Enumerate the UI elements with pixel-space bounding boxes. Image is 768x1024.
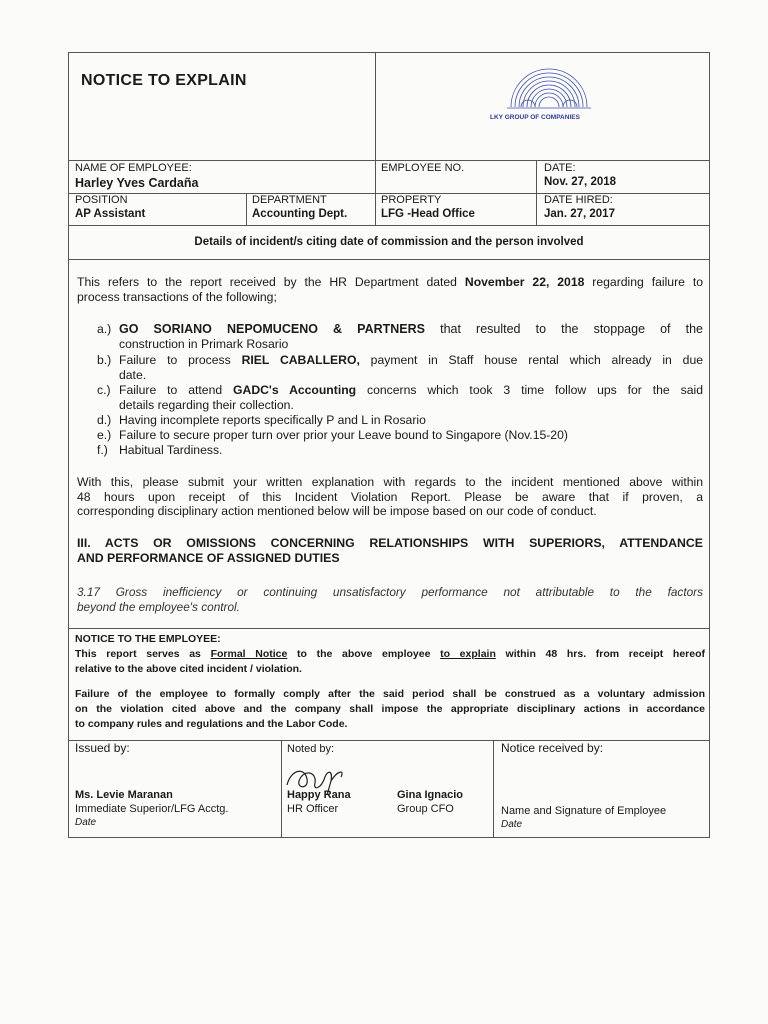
notice-heading: NOTICE TO THE EMPLOYEE: — [75, 633, 221, 645]
report-date: November 22, 2018 — [464, 275, 585, 289]
notice-form: NOTICE TO EXPLAIN LKY GROUP OF COMPANIES NAME OF EMPLOYEE: Harley Yves Cardaña EMPLOYEE NO. DATE: Nov. 27, 2018 POSITION AP Assistant DEPARTMENT Accounting Dept. PROPERTY LFG -Head Office DATE HIRED: Jan. 27, 2017 Details of incident/s citing date of commission and the person involved This refers to the report received by the HR Department dated November 22, 2018 regarding failure to process transactions of the following; a.) GO SORIANO NEPOMUCENO & PARTNERS that resulted to the stoppage of the construction in Primark Rosario b.) Failure to process RIEL CABALLERO, payment in Staff house rental which already in due date. c.) Failure to attend GADC's Accounting concerns which took 3 time follow ups for the said details regarding their collection. d.) Having incomplete reports specifically P and L in Rosario e.) Failure to secure proper turn over prior your Leave bound to Singapore (Nov.15-20) f.) Habitual Tardiness. With this, please submit your written explanation with regards to the incident mentioned above within 48 hours upon receipt of this Incident Violation Report. Please be aware that if proven, a corresponding disciplinary action mentioned below will be impose based on our code of conduct. III. ACTS OR OMISSIONS CONCERNING RELATIONSHIPS WITH SUPERIORS, ATTENDANCE AND PERFORMANCE OF ASSIGNED DUTIES 3.17 Gross inefficiency or continuing unsatisfactory performance not attributable to the factors beyond the employee's control. NOTICE TO THE EMPLOYEE: This report serves as Formal Notice to the above employee to explain within 48 hrs. from receipt hereof relative to the above cited incident / violation. Failure of the employee to formally comply after the said period shall be construed as a voluntary admission on the violation cited above and the company shall impose the appropriate disciplinary actions in accordance to company rules and regulations and the Labor Code. Issued by: Ms. Levie Maranan Immediate Superior/LFG Acctg. Date Noted by: Happy Rana HR Officer Gina Ignacio Group CFO Notice received by: Name and Signature of Employee Date — [68, 52, 710, 838]
property-label: PROPERTY — [381, 194, 442, 206]
noted-by-label: Noted by: — [287, 743, 335, 755]
item-highlight: RIEL CABALLERO, — [241, 353, 360, 367]
intro-text: This refers to the report received by the HR Department dated — [77, 275, 465, 289]
document-title: NOTICE TO EXPLAIN — [81, 72, 247, 89]
department-label: DEPARTMENT — [252, 194, 327, 206]
date-label: DATE: — [544, 162, 576, 174]
section-heading: III. ACTS OR OMISSIONS CONCERNING RELATIONSHIPS WITH SUPERIORS, ATTENDANCE AND PERFORMANCE OF ASSIGNED DUTIES — [77, 536, 703, 565]
issuer-role: Immediate Superior/LFG Acctg. — [75, 803, 229, 815]
rule-text: 3.17 Gross inefficiency or continuing unsatisfactory performance not attributable to the factors beyond the employee's control. — [77, 585, 703, 614]
company-logo — [501, 59, 597, 117]
noted-by-hr-role: HR Officer — [287, 803, 339, 815]
name-label: NAME OF EMPLOYEE: — [75, 162, 192, 174]
property-value: LFG -Head Office — [381, 208, 475, 220]
noted-by-cfo-name: Gina Ignacio — [397, 789, 464, 801]
noted-by-hr-name: Happy Rana — [287, 789, 351, 801]
received-by-label: Notice received by: — [501, 741, 604, 755]
logo-arches-icon — [501, 59, 597, 117]
notice-date: Nov. 27, 2018 — [544, 176, 617, 188]
date-hired-value: Jan. 27, 2017 — [544, 208, 615, 220]
issuer-date: Date — [75, 817, 97, 828]
date-hired-label: DATE HIRED: — [544, 194, 613, 206]
noted-by-cfo-role: Group CFO — [397, 803, 454, 815]
intro-paragraph — [77, 275, 703, 304]
notice-line-1: This report serves as Formal Notice to the above employee to explain within 48 hrs. from receipt hereof — [75, 648, 705, 660]
notice-line-2: relative to the above cited incident / violation. — [75, 663, 302, 675]
notice-block: NOTICE TO THE EMPLOYEE: This report serves as Formal Notice to the above employee to explain within 48 hrs. from receipt hereof relative to the above cited incident / violation. Failure of the employee to formally comply after the said period shall be construed as a voluntary admission on the violation cited above and the company shall impose the appropriate disciplinary actions in accordance to company rules and regulations and the Labor Code. — [75, 633, 705, 730]
position-label: POSITION — [75, 194, 128, 206]
divider — [375, 53, 376, 160]
details-heading: Details of incident/s citing date of commission and the person involved — [194, 236, 584, 248]
receiver-role: Name and Signature of Employee — [501, 805, 667, 817]
item-highlight: GO SORIANO NEPOMUCENO & PARTNERS — [119, 322, 425, 336]
issued-by-label: Issued by: — [75, 741, 130, 755]
item-highlight: GADC's Accounting — [233, 383, 357, 397]
position-value: AP Assistant — [75, 208, 146, 220]
company-name: LKY GROUP OF COMPANIES — [490, 114, 580, 121]
employee-name: Harley Yves Cardaña — [75, 176, 199, 190]
employee-no-label: EMPLOYEE NO. — [381, 162, 465, 174]
intro-line-2: process transactions of the following; — [77, 289, 277, 304]
intro-text-end: regarding failure to — [584, 275, 703, 289]
receiver-date: Date — [501, 819, 523, 830]
issuer-name: Ms. Levie Maranan — [75, 789, 173, 801]
department-value: Accounting Dept. — [252, 208, 348, 220]
instruction-paragraph: With this, please submit your written explanation with regards to the incident mentioned above within 48 hours upon receipt of this Incident Violation Report. Please be aware that if proven, a corresponding disciplinary action mentioned below will be impose based on our code of conduct. — [77, 475, 703, 519]
